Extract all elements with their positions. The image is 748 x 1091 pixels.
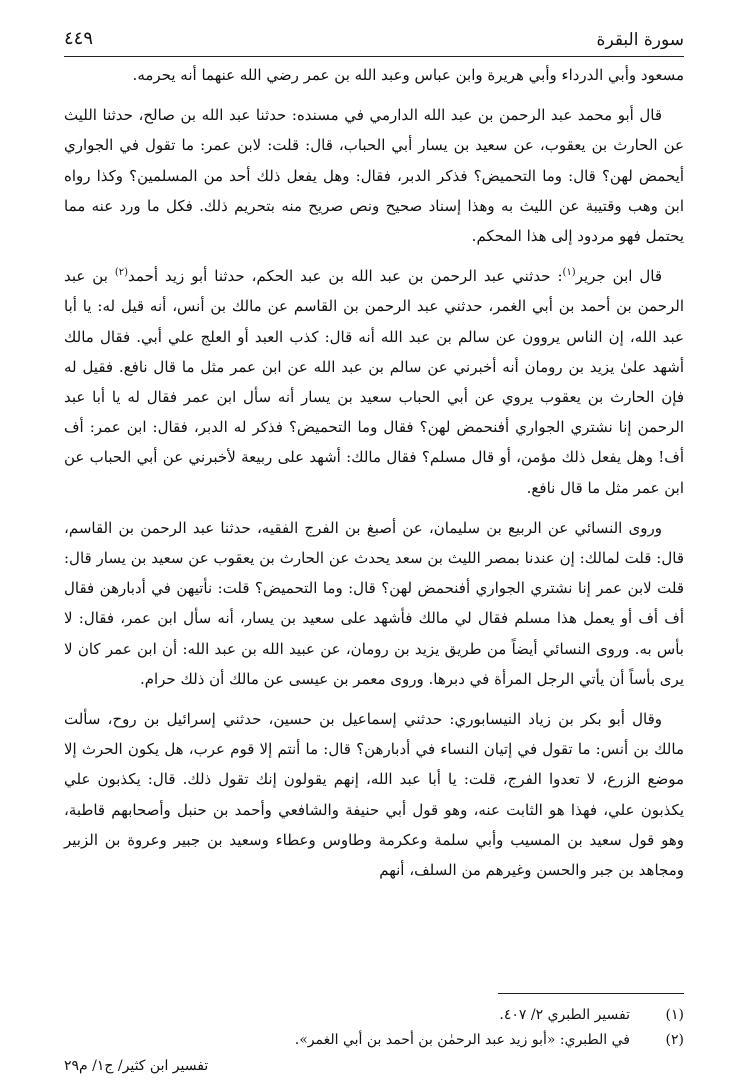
paragraph-4: وروى النسائي عن الربيع بن سليمان، عن أصبغ بن الفرج الفقيه، حدثنا عبد الرحمن بن القاسم، قال: قلت لمالك: إن عندنا بمصر الليث بن سعد يحدث عن الحارث بن يعقوب عن سعيد بن يسار قال: قلت لابن عمر إنا نشتري الجواري أفنحمض لهن؟ قال: وما التحميض؟ قلت: نأتيهن في أدبارهن فقال أف أف أو يعمل هذا مسلم فقال لي مالك فأشهد على سعيد بن يسار، أنه سأل ابن عمر، فقال: لا بأس به. وروى النسائي أيضاً من طريق يزيد بن رومان، عن عبيد الله بن عبد الله: أن ابن عمر كان لا يرى بأساً أن يأتي الرجل المرأة في دبرها. وروى معمر بن عيسى عن مالك أن ذلك حرام. <box>64 518 684 688</box>
footnote-1 <box>64 1003 684 1028</box>
footnote-ref-2[interactable]: (٢) <box>114 267 129 279</box>
main-text <box>64 60 684 895</box>
paragraph-3-part-1: قال ابن جرير <box>575 267 663 286</box>
paragraph-3-part-3: بن عبد الرحمن بن أحمد بن أبي الغمر، حدثني عبد الرحمن بن القاسم عن مالك بن أنس، أنه قيل له: يا أبا عبد الله، إن الناس يروون عن سالم بن عبد الله أنه قال: كذب العبد أو العلج علي أبي. فقال مالك أشهد علىٰ يزيد بن رومان أنه أخبرني عن سالم بن عبد الله عن ابن عمر مثل ما قال نافع. فقيل له فإن الحارث بن يعقوب يروي عن أبي الحباب سعيد بن يسار أنه سأل ابن عمر فقال له يا أبا عبد الرحمن إنا نشتري الجواري أفنحمض لهن؟ فقال وما التحميض؟ فذكر له الدبر، فقال: ابن عمر: أف أف! وهل يفعل ذلك مؤمن، أو قال مسلم؟ فقال مالك: أشهد على ربيعة لأخبرني عن أبي الحباب عن ابن عمر مثل ما قال نافع. <box>64 267 684 497</box>
footnote-2-text: في الطبري: «أبو زيد عبد الرحمٰن بن أحمد بن أبي الغمر». <box>294 1032 630 1048</box>
footnote-separator <box>498 993 684 994</box>
paragraph-3 <box>64 261 684 503</box>
footnote-2-number: (٢) <box>665 1032 684 1048</box>
printer-signature: تفسير ابن كثير/ ج١/ م٢٩ <box>64 1058 209 1074</box>
running-header <box>64 26 684 57</box>
paragraph-1: مسعود وأبي الدرداء وأبي هريرة وابن عباس وعبد الله بن عمر رضي الله عنهما أنه يحرمه. <box>132 66 684 84</box>
footnote-1-number: (١) <box>665 1007 684 1023</box>
footnote-2 <box>64 1028 684 1053</box>
footnote-1-text: تفسير الطبري ٢/ ٤٠٧. <box>499 1007 630 1023</box>
paragraph-3-part-2: : حدثني عبد الرحمن بن عبد الله بن عبد الحكم، حدثنا أبو زيد أحمد <box>128 267 563 286</box>
surah-title: سورة البقرة <box>596 30 684 50</box>
page-number: ٤٤٩ <box>64 28 94 49</box>
paragraph-5: وقال أبو بكر بن زياد النيسابوري: حدثني إسماعيل بن حسين، حدثني إسرائيل بن روح، سألت مالك بن أنس: ما تقول في إتيان النساء في أدبارهن؟ قال: ما أنتم إلا قوم عرب، هل يكون الحرث إلا موضع الزرع، لا تعدوا الفرج، قلت: يا أبا عبد الله، إنهم يقولون إنك تقول ذلك. قال: يكذبون علي يكذبون علي، فهذا هو الثابت عنه، وهو قول أبي حنيفة والشافعي وأحمد بن حنبل وأصحابهم قاطبة، وهو قول سعيد بن المسيب وأبي سلمة وعكرمة وطاوس وعطاء وسعيد بن جبير وعروة بن الزبير ومجاهد بن جبر والحسن وغيرهم من السلف، أنهم <box>64 710 684 880</box>
footnotes <box>64 1003 684 1053</box>
paragraph-2: قال أبو محمد عبد الرحمن بن عبد الله الدارمي في مسنده: حدثنا عبد الله بن صالح، حدثنا الليث عن الحارث بن يعقوب، عن سعيد بن يسار أبي الحباب، قال: قلت: لابن عمر: ما تقول في الجواري أيحمض لهن؟ قال: وما التحميض؟ فذكر الدبر، فقال: وهل يفعل ذلك أحد من المسلمين؟ وكذا رواه ابن وهب وقتيبة عن الليث به وهذا إسناد صحيح ونص صريح منه بتحريم ذلك. فكل ما ورد عنه مما يحتمل فهو مردود إلى هذا المحكم. <box>64 106 684 246</box>
footnote-ref-1[interactable]: (١) <box>562 267 576 279</box>
